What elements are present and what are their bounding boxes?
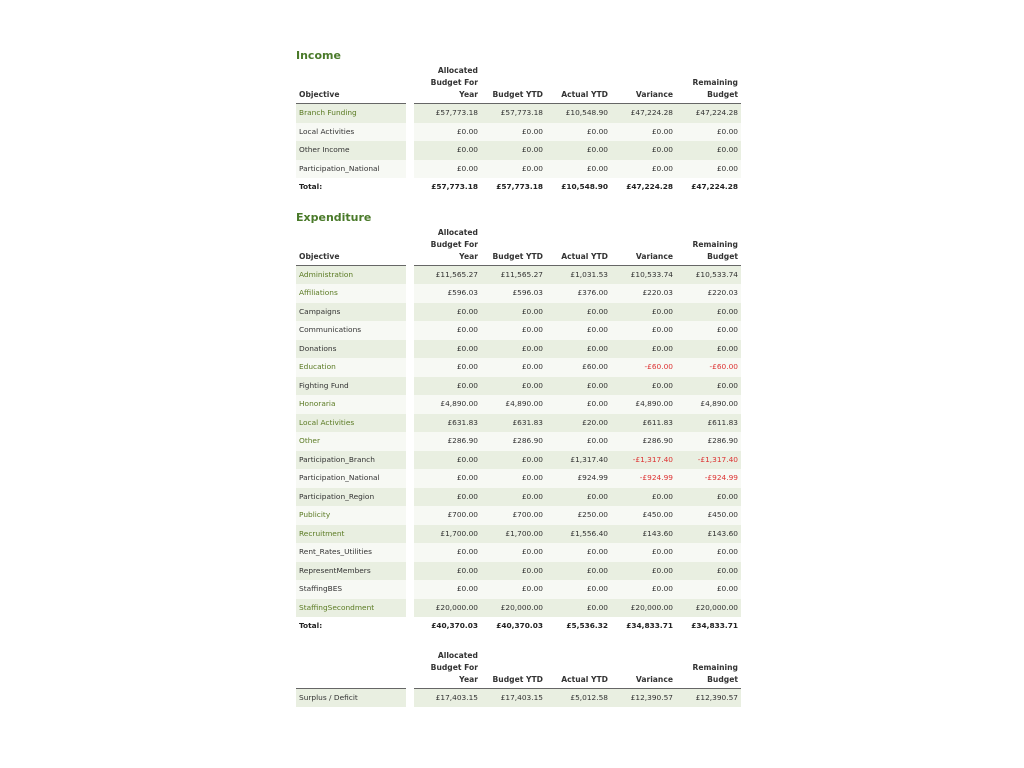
cell-allocated: £17,403.15 bbox=[414, 689, 481, 708]
cell-budget-ytd: £11,565.27 bbox=[481, 266, 546, 285]
cell-allocated: £700.00 bbox=[414, 506, 481, 525]
col-objective-header: Objective bbox=[296, 65, 406, 104]
objective-rent-rates-utilities: Rent_Rates_Utilities bbox=[296, 543, 406, 562]
cell-budget-ytd: £0.00 bbox=[481, 469, 546, 488]
col-objective-header-blank bbox=[296, 650, 406, 689]
total-remaining: £34,833.71 bbox=[676, 617, 741, 636]
cell-variance: £0.00 bbox=[611, 543, 676, 562]
cell-actual-ytd: £0.00 bbox=[546, 432, 611, 451]
cell-remaining: £4,890.00 bbox=[676, 395, 741, 414]
cell-variance: -£60.00 bbox=[611, 358, 676, 377]
cell-actual-ytd: £0.00 bbox=[546, 123, 611, 142]
objective-affiliations[interactable]: Affiliations bbox=[296, 284, 406, 303]
total-budget-ytd: £57,773.18 bbox=[481, 178, 546, 197]
table-row bbox=[296, 488, 741, 507]
objective-other[interactable]: Other bbox=[296, 432, 406, 451]
cell-remaining: £0.00 bbox=[676, 303, 741, 322]
total-allocated: £57,773.18 bbox=[414, 178, 481, 197]
table-row bbox=[296, 395, 741, 414]
table-row bbox=[296, 689, 741, 708]
cell-allocated: £0.00 bbox=[414, 340, 481, 359]
cell-allocated: £286.90 bbox=[414, 432, 481, 451]
objective-staffingbes: StaffingBES bbox=[296, 580, 406, 599]
cell-allocated: £0.00 bbox=[414, 160, 481, 179]
col-actual-ytd-header: Actual YTD bbox=[546, 65, 611, 104]
cell-actual-ytd: £0.00 bbox=[546, 395, 611, 414]
cell-allocated: £4,890.00 bbox=[414, 395, 481, 414]
table-row bbox=[296, 580, 741, 599]
objective-administration[interactable]: Administration bbox=[296, 266, 406, 285]
cell-budget-ytd: £20,000.00 bbox=[481, 599, 546, 618]
cell-remaining: £0.00 bbox=[676, 141, 741, 160]
cell-remaining: £12,390.57 bbox=[676, 689, 741, 708]
cell-allocated: £0.00 bbox=[414, 377, 481, 396]
cell-actual-ytd: £0.00 bbox=[546, 377, 611, 396]
cell-budget-ytd: £0.00 bbox=[481, 303, 546, 322]
cell-budget-ytd: £0.00 bbox=[481, 123, 546, 142]
objective-participation-branch: Participation_Branch bbox=[296, 451, 406, 470]
cell-remaining: £0.00 bbox=[676, 562, 741, 581]
cell-variance: £450.00 bbox=[611, 506, 676, 525]
cell-remaining: -£1,317.40 bbox=[676, 451, 741, 470]
objective-staffingsecondment[interactable]: StaffingSecondment bbox=[296, 599, 406, 618]
cell-variance: £0.00 bbox=[611, 580, 676, 599]
cell-variance: £143.60 bbox=[611, 525, 676, 544]
col-budget-ytd-header: Budget YTD bbox=[481, 65, 546, 104]
col-remaining-header: Remaining Budget bbox=[676, 227, 741, 266]
col-allocated-header: Allocated Budget For Year bbox=[414, 227, 481, 266]
cell-remaining: £20,000.00 bbox=[676, 599, 741, 618]
table-row bbox=[296, 414, 741, 433]
cell-allocated: £0.00 bbox=[414, 358, 481, 377]
table-row bbox=[296, 543, 741, 562]
cell-allocated: £0.00 bbox=[414, 488, 481, 507]
cell-allocated: £0.00 bbox=[414, 451, 481, 470]
table-row bbox=[296, 303, 741, 322]
cell-remaining: £0.00 bbox=[676, 160, 741, 179]
total-budget-ytd: £40,370.03 bbox=[481, 617, 546, 636]
cell-variance: £0.00 bbox=[611, 123, 676, 142]
cell-allocated: £0.00 bbox=[414, 469, 481, 488]
cell-budget-ytd: £0.00 bbox=[481, 358, 546, 377]
objective-communications: Communications bbox=[296, 321, 406, 340]
cell-actual-ytd: £0.00 bbox=[546, 160, 611, 179]
cell-allocated: £57,773.18 bbox=[414, 104, 481, 123]
cell-budget-ytd: £596.03 bbox=[481, 284, 546, 303]
cell-allocated: £596.03 bbox=[414, 284, 481, 303]
cell-variance: £0.00 bbox=[611, 340, 676, 359]
table-row bbox=[296, 599, 741, 618]
cell-actual-ytd: £0.00 bbox=[546, 340, 611, 359]
cell-actual-ytd: £0.00 bbox=[546, 562, 611, 581]
cell-variance: -£1,317.40 bbox=[611, 451, 676, 470]
cell-variance: £0.00 bbox=[611, 377, 676, 396]
table-row bbox=[296, 377, 741, 396]
total-variance: £34,833.71 bbox=[611, 617, 676, 636]
cell-variance: £20,000.00 bbox=[611, 599, 676, 618]
col-variance-header: Variance bbox=[611, 227, 676, 266]
objective-representmembers: RepresentMembers bbox=[296, 562, 406, 581]
cell-variance: £10,533.74 bbox=[611, 266, 676, 285]
cell-budget-ytd: £0.00 bbox=[481, 340, 546, 359]
table-row bbox=[296, 123, 741, 142]
objective-other-income: Other Income bbox=[296, 141, 406, 160]
objective-participation-national: Participation_National bbox=[296, 469, 406, 488]
cell-remaining: £286.90 bbox=[676, 432, 741, 451]
objective-honoraria[interactable]: Honoraria bbox=[296, 395, 406, 414]
cell-remaining: £611.83 bbox=[676, 414, 741, 433]
cell-budget-ytd: £286.90 bbox=[481, 432, 546, 451]
cell-variance: £0.00 bbox=[611, 321, 676, 340]
expenditure-total-row bbox=[296, 617, 741, 636]
table-row bbox=[296, 321, 741, 340]
col-remaining-header: Remaining Budget bbox=[676, 65, 741, 104]
cell-remaining: £0.00 bbox=[676, 321, 741, 340]
table-row bbox=[296, 358, 741, 377]
cell-variance: £4,890.00 bbox=[611, 395, 676, 414]
col-actual-ytd-header: Actual YTD bbox=[546, 227, 611, 266]
cell-actual-ytd: £1,031.53 bbox=[546, 266, 611, 285]
col-variance-header: Variance bbox=[611, 65, 676, 104]
cell-allocated: £0.00 bbox=[414, 123, 481, 142]
table-row bbox=[296, 562, 741, 581]
objective-branch-funding[interactable]: Branch Funding bbox=[296, 104, 406, 123]
total-remaining: £47,224.28 bbox=[676, 178, 741, 197]
cell-actual-ytd: £0.00 bbox=[546, 488, 611, 507]
cell-budget-ytd: £1,700.00 bbox=[481, 525, 546, 544]
objective-fighting-fund: Fighting Fund bbox=[296, 377, 406, 396]
cell-budget-ytd: £0.00 bbox=[481, 580, 546, 599]
cell-budget-ytd: £57,773.18 bbox=[481, 104, 546, 123]
cell-remaining: £47,224.28 bbox=[676, 104, 741, 123]
total-actual-ytd: £5,536.32 bbox=[546, 617, 611, 636]
cell-variance: £0.00 bbox=[611, 160, 676, 179]
summary-table bbox=[296, 650, 741, 708]
cell-allocated: £0.00 bbox=[414, 303, 481, 322]
cell-remaining: £0.00 bbox=[676, 488, 741, 507]
total-actual-ytd: £10,548.90 bbox=[546, 178, 611, 197]
cell-allocated: £0.00 bbox=[414, 321, 481, 340]
objective-local-activities[interactable]: Local Activities bbox=[296, 414, 406, 433]
cell-remaining: £10,533.74 bbox=[676, 266, 741, 285]
cell-remaining: £220.03 bbox=[676, 284, 741, 303]
objective-local-activities: Local Activities bbox=[296, 123, 406, 142]
cell-remaining: £0.00 bbox=[676, 123, 741, 142]
table-row bbox=[296, 525, 741, 544]
budget-report bbox=[296, 49, 736, 707]
col-actual-ytd-header: Actual YTD bbox=[546, 650, 611, 689]
expenditure-table bbox=[296, 227, 741, 636]
cell-allocated: £631.83 bbox=[414, 414, 481, 433]
table-row bbox=[296, 266, 741, 285]
objective-surplus-deficit: Surplus / Deficit bbox=[296, 689, 406, 708]
cell-budget-ytd: £0.00 bbox=[481, 377, 546, 396]
cell-budget-ytd: £631.83 bbox=[481, 414, 546, 433]
table-row bbox=[296, 104, 741, 123]
table-row bbox=[296, 160, 741, 179]
cell-allocated: £0.00 bbox=[414, 562, 481, 581]
cell-actual-ytd: £1,556.40 bbox=[546, 525, 611, 544]
objective-publicity[interactable]: Publicity bbox=[296, 506, 406, 525]
cell-actual-ytd: £10,548.90 bbox=[546, 104, 611, 123]
col-remaining-header: Remaining Budget bbox=[676, 650, 741, 689]
cell-remaining: -£60.00 bbox=[676, 358, 741, 377]
cell-actual-ytd: £0.00 bbox=[546, 321, 611, 340]
cell-budget-ytd: £0.00 bbox=[481, 543, 546, 562]
cell-budget-ytd: £0.00 bbox=[481, 488, 546, 507]
table-row bbox=[296, 284, 741, 303]
cell-remaining: £143.60 bbox=[676, 525, 741, 544]
cell-actual-ytd: £376.00 bbox=[546, 284, 611, 303]
cell-variance: £286.90 bbox=[611, 432, 676, 451]
income-header-row bbox=[296, 65, 741, 104]
cell-allocated: £1,700.00 bbox=[414, 525, 481, 544]
cell-actual-ytd: £1,317.40 bbox=[546, 451, 611, 470]
cell-budget-ytd: £0.00 bbox=[481, 562, 546, 581]
table-row bbox=[296, 340, 741, 359]
col-budget-ytd-header: Budget YTD bbox=[481, 650, 546, 689]
cell-budget-ytd: £700.00 bbox=[481, 506, 546, 525]
col-budget-ytd-header: Budget YTD bbox=[481, 227, 546, 266]
cell-remaining: £450.00 bbox=[676, 506, 741, 525]
total-label: Total: bbox=[296, 178, 406, 197]
col-objective-header: Objective bbox=[296, 227, 406, 266]
cell-variance: £0.00 bbox=[611, 303, 676, 322]
cell-allocated: £11,565.27 bbox=[414, 266, 481, 285]
cell-actual-ytd: £0.00 bbox=[546, 543, 611, 562]
cell-remaining: £0.00 bbox=[676, 543, 741, 562]
income-total-row bbox=[296, 178, 741, 197]
cell-budget-ytd: £0.00 bbox=[481, 321, 546, 340]
cell-budget-ytd: £4,890.00 bbox=[481, 395, 546, 414]
income-table bbox=[296, 65, 741, 197]
cell-variance: £0.00 bbox=[611, 562, 676, 581]
cell-budget-ytd: £17,403.15 bbox=[481, 689, 546, 708]
cell-variance: £0.00 bbox=[611, 141, 676, 160]
table-row bbox=[296, 469, 741, 488]
cell-allocated: £0.00 bbox=[414, 543, 481, 562]
objective-recruitment[interactable]: Recruitment bbox=[296, 525, 406, 544]
col-variance-header: Variance bbox=[611, 650, 676, 689]
cell-actual-ytd: £0.00 bbox=[546, 303, 611, 322]
total-variance: £47,224.28 bbox=[611, 178, 676, 197]
cell-actual-ytd: £0.00 bbox=[546, 141, 611, 160]
cell-remaining: £0.00 bbox=[676, 377, 741, 396]
cell-actual-ytd: £5,012.58 bbox=[546, 689, 611, 708]
col-allocated-header: Allocated Budget For Year bbox=[414, 65, 481, 104]
cell-variance: £0.00 bbox=[611, 488, 676, 507]
cell-budget-ytd: £0.00 bbox=[481, 160, 546, 179]
table-row bbox=[296, 432, 741, 451]
cell-variance: £47,224.28 bbox=[611, 104, 676, 123]
cell-remaining: £0.00 bbox=[676, 580, 741, 599]
objective-participation-national: Participation_National bbox=[296, 160, 406, 179]
cell-allocated: £0.00 bbox=[414, 141, 481, 160]
cell-remaining: £0.00 bbox=[676, 340, 741, 359]
objective-donations: Donations bbox=[296, 340, 406, 359]
cell-allocated: £0.00 bbox=[414, 580, 481, 599]
income-heading: Income bbox=[296, 49, 341, 62]
cell-actual-ytd: £60.00 bbox=[546, 358, 611, 377]
cell-actual-ytd: £0.00 bbox=[546, 580, 611, 599]
summary-header-row bbox=[296, 650, 741, 689]
cell-actual-ytd: £0.00 bbox=[546, 599, 611, 618]
expenditure-header-row bbox=[296, 227, 741, 266]
table-row bbox=[296, 141, 741, 160]
cell-actual-ytd: £924.99 bbox=[546, 469, 611, 488]
cell-remaining: -£924.99 bbox=[676, 469, 741, 488]
cell-variance: £220.03 bbox=[611, 284, 676, 303]
objective-participation-region: Participation_Region bbox=[296, 488, 406, 507]
col-allocated-header: Allocated Budget For Year bbox=[414, 650, 481, 689]
cell-allocated: £20,000.00 bbox=[414, 599, 481, 618]
total-label: Total: bbox=[296, 617, 406, 636]
objective-campaigns: Campaigns bbox=[296, 303, 406, 322]
table-row bbox=[296, 451, 741, 470]
objective-education[interactable]: Education bbox=[296, 358, 406, 377]
cell-variance: -£924.99 bbox=[611, 469, 676, 488]
cell-budget-ytd: £0.00 bbox=[481, 141, 546, 160]
expenditure-heading: Expenditure bbox=[296, 210, 372, 224]
cell-variance: £12,390.57 bbox=[611, 689, 676, 708]
cell-variance: £611.83 bbox=[611, 414, 676, 433]
cell-budget-ytd: £0.00 bbox=[481, 451, 546, 470]
total-allocated: £40,370.03 bbox=[414, 617, 481, 636]
cell-actual-ytd: £250.00 bbox=[546, 506, 611, 525]
cell-actual-ytd: £20.00 bbox=[546, 414, 611, 433]
table-row bbox=[296, 506, 741, 525]
